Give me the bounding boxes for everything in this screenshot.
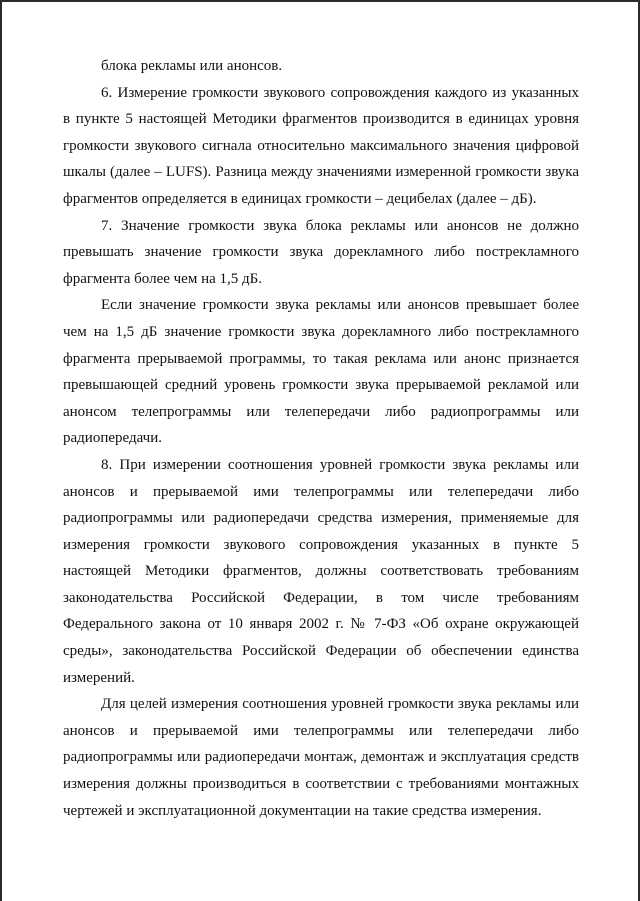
paragraph-continuation: блока рекламы или анонсов.	[101, 58, 283, 74]
paragraph-item-8: 8. При измерении соотношения уровней громкости звука рекламы или анонсов и прерываемой ими телепрограммы или телепередачи либо радиопрограммы или радиопередачи средства измерения, применяемые для измерения громкости звукового сопровождения указанных в пункте 5 настоящей Методики фрагментов, должны соответствовать требованиям законодательства Российской Федерации, в том числе требованиям Федерального закона от 10 января 2002 г. № 7-ФЗ «Об охране окружающей среды», законодательства Российской Федерации об обеспечении единства измерений.	[63, 456, 579, 686]
paragraph-item-6: 6. Измерение громкости звукового сопровождения каждого из указанных в пункте 5 настоящей Методики фрагментов производится в единицах уровня громкости звукового сигнала относительно максимального значения цифровой шкалы (далее – LUFS). Разница между значениями измеренной громкости звука фрагментов определяется в единицах громкости – децибелах (далее – дБ).	[63, 84, 579, 207]
scan-border-left	[0, 0, 2, 901]
scan-border-top	[0, 0, 640, 2]
paragraph-item-7: 7. Значение громкости звука блока рекламы или анонсов не должно превышать значение громкости звука дорекламного либо пострекламного фрагмента более чем на 1,5 дБ.	[63, 217, 579, 287]
paragraph-item-7-continued: Если значение громкости звука рекламы или анонсов превышает более чем на 1,5 дБ значение громкости звука дорекламного либо пострекламного фрагмента прерываемой программы, то такая реклама или анонс признается превышающей средний уровень громкости звука прерываемой рекламой или анонсом телепрограммы или телепередачи либо радиопрограммы или радиопередачи.	[63, 297, 579, 447]
paragraph-item-8-continued: Для целей измерения соотношения уровней громкости звука рекламы или анонсов и прерываемой ими телепрограммы или телепередачи либо радиопрограммы или радиопередачи монтаж, демонтаж и эксплуатация средств измерения должны производиться в соответствии с требованиями монтажных чертежей и эксплуатационной документации на такие средства измерения.	[63, 696, 579, 819]
document-body	[63, 53, 579, 824]
